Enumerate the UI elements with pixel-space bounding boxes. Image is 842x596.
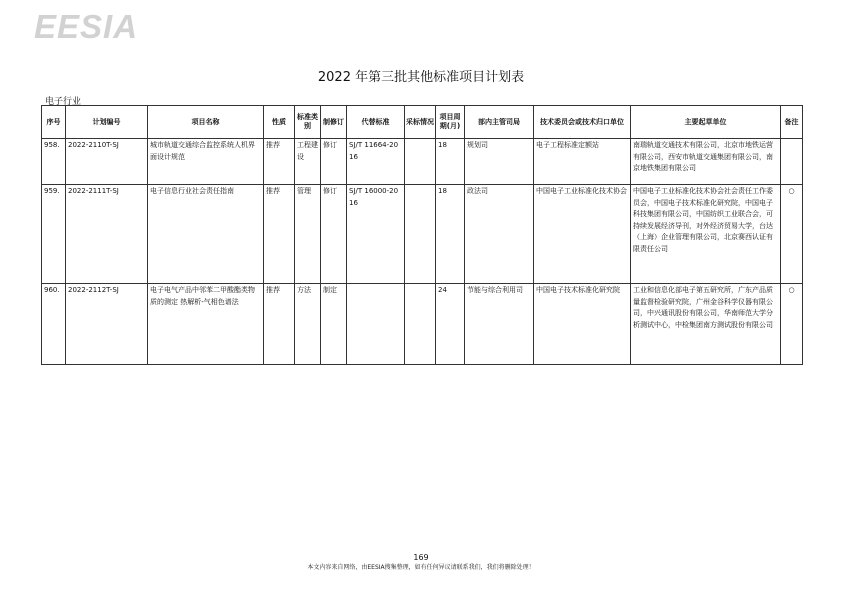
header-type: 标准类别 (295, 106, 321, 139)
cell-project-name: 电子电气产品中邻苯二甲酸酯类物质的测定 热解析-气相色谱法 (148, 284, 264, 365)
cell-committee: 中国电子技术标准化研究院 (534, 284, 631, 365)
cell-dept: 规划司 (465, 139, 534, 185)
cell-remarks: ○ (781, 185, 803, 284)
cell-method: 修订 (321, 185, 347, 284)
table-row (42, 284, 803, 365)
cell-period: 18 (436, 185, 465, 284)
cell-type: 管理 (295, 185, 321, 284)
header-seq: 序号 (42, 106, 66, 139)
header-drafter: 主要起草单位 (631, 106, 781, 139)
cell-seq: 960. (42, 284, 66, 365)
header-project-name: 项目名称 (148, 106, 264, 139)
cell-nature: 推荐 (264, 284, 295, 365)
table-row (42, 139, 803, 185)
page-number: 169 (413, 553, 429, 562)
cell-nature: 推荐 (264, 185, 295, 284)
table-header-row (42, 106, 803, 139)
cell-committee: 电子工程标准定额站 (534, 139, 631, 185)
cell-replaces: SJ/T 11664-2016 (347, 139, 405, 185)
cell-nature: 推荐 (264, 139, 295, 185)
cell-type: 工程建设 (295, 139, 321, 185)
cell-method: 制定 (321, 284, 347, 365)
header-remarks: 备注 (781, 106, 803, 139)
cell-adoption (405, 284, 436, 365)
cell-plan-no: 2022-2112T-SJ (66, 284, 148, 365)
cell-drafter: 南瑞轨道交通技术有限公司，北京市地铁运营有限公司，西安市轨道交通集团有限公司，南京地铁集团有限公司 (631, 139, 781, 185)
header-period: 项目周期(月) (436, 106, 465, 139)
cell-method: 修订 (321, 139, 347, 185)
cell-project-name: 城市轨道交通综合监控系统人机界面设计规范 (148, 139, 264, 185)
cell-remarks (781, 139, 803, 185)
cell-dept: 政法司 (465, 185, 534, 284)
cell-plan-no: 2022-2111T-SJ (66, 185, 148, 284)
cell-seq: 959. (42, 185, 66, 284)
header-method: 制修订 (321, 106, 347, 139)
table-row (42, 185, 803, 284)
header-plan-no: 计划编号 (66, 106, 148, 139)
cell-replaces (347, 284, 405, 365)
page-title: 2022 年第三批其他标准项目计划表 (317, 70, 525, 85)
cell-plan-no: 2022-2110T-SJ (66, 139, 148, 185)
header-nature: 性质 (264, 106, 295, 139)
header-committee: 技术委员会或技术归口单位 (534, 106, 631, 139)
cell-type: 方法 (295, 284, 321, 365)
cell-adoption (405, 185, 436, 284)
eesia-logo: EESIA (34, 8, 139, 45)
category-label: 电子行业 (45, 97, 82, 107)
cell-remarks: ○ (781, 284, 803, 365)
footer-disclaimer: 本文内容来自网络，由EESIA搜集整理，如有任何异议请联系我们，我们将删除处理！ (307, 564, 535, 571)
cell-period: 24 (436, 284, 465, 365)
cell-replaces: SJ/T 16000-2016 (347, 185, 405, 284)
cell-adoption (405, 139, 436, 185)
cell-seq: 958. (42, 139, 66, 185)
cell-period: 18 (436, 139, 465, 185)
cell-project-name: 电子信息行业社会责任指南 (148, 185, 264, 284)
header-dept: 部内主管司局 (465, 106, 534, 139)
cell-dept: 节能与综合利用司 (465, 284, 534, 365)
standards-plan-table (41, 105, 803, 365)
cell-drafter: 中国电子工业标准化技术协会社会责任工作委员会，中国电子技术标准化研究院，中国电子科技集团有限公司，中国纺织工业联合会，可持续发展经济导刊，对外经济贸易大学，台达（上海）企业管理有限公司，北京赛西认证有限责任公司 (631, 185, 781, 284)
header-replaces: 代替标准 (347, 106, 405, 139)
cell-committee: 中国电子工业标准化技术协会 (534, 185, 631, 284)
cell-drafter: 工业和信息化部电子第五研究所，广东产品质量监督检验研究院，广州金谷科学仪器有限公司，中兴通讯股份有限公司，华南师范大学分析测试中心，中检集团南方测试股份有限公司 (631, 284, 781, 365)
header-adoption: 采标情况 (405, 106, 436, 139)
